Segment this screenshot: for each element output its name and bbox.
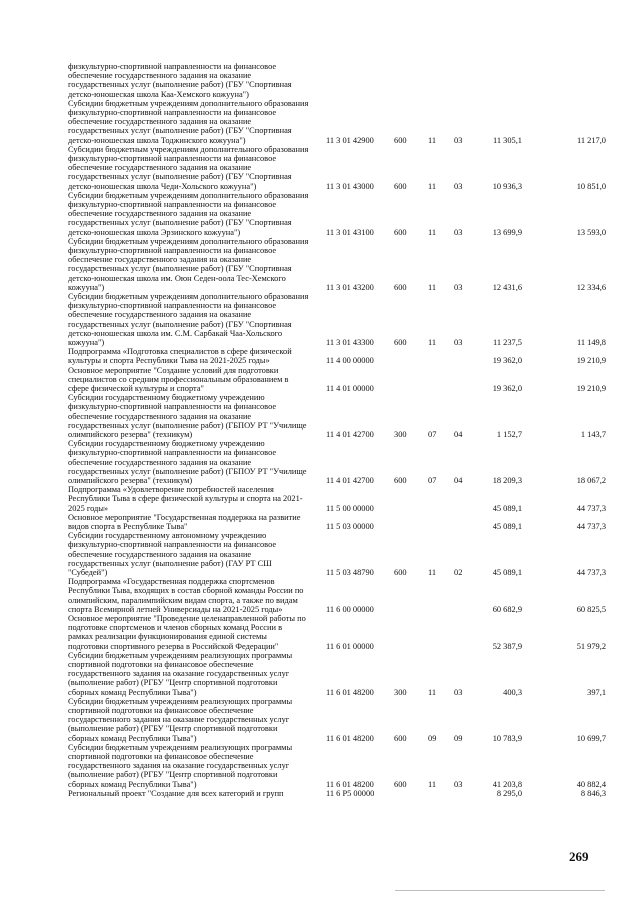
description-line: обеспечение государственного задания на оказание [68, 209, 252, 219]
description-line: (выполнение работ) (РГБУ "Центр спортивной подготовки [68, 770, 278, 780]
cell-pr: 03 [454, 282, 463, 292]
description-line: сфере физической культуры и спорта" [68, 383, 204, 393]
budget-table [0, 62, 639, 798]
description-line: государственных услуг (выполнение работ) (ГБУ "Спортивная [68, 264, 292, 274]
cell-v1: 10 936,3 [492, 181, 522, 191]
cell-rz: 11 [428, 337, 437, 347]
description-line: обеспечение государственного задания на оказание [68, 163, 252, 173]
cell-code: 11 6 P5 00000 [326, 788, 375, 798]
description-line: обеспечение государственного задания на оказание [68, 411, 252, 421]
table-row [0, 651, 639, 697]
cell-vr: 300 [394, 429, 407, 439]
cell-v1: 11 237,5 [492, 337, 522, 347]
table-row [0, 191, 639, 237]
cell-code: 11 6 01 48200 [326, 779, 374, 789]
description-line: Субсидии государственному автономному учреждению [68, 531, 267, 541]
cell-code: 11 4 01 00000 [326, 383, 374, 393]
cell-code: 11 3 01 43300 [326, 337, 374, 347]
cell-code: 11 4 00 00000 [326, 356, 374, 366]
table-row [0, 237, 639, 292]
cell-vr: 600 [394, 475, 407, 485]
cell-v1: 41 203,8 [492, 779, 522, 789]
table-row [0, 145, 639, 191]
row-description [68, 145, 320, 191]
description-line: специалистов со средним профессиональным образованием в [68, 374, 289, 384]
cell-vr: 600 [394, 135, 407, 145]
description-line: Субсидии бюджетным учреждениям дополнительного образования [68, 144, 309, 154]
description-line: спортивной подготовки на финансовое обеспечение [68, 751, 254, 761]
description-line: сборных команд Республики Тыва") [68, 733, 197, 743]
table-row [0, 485, 639, 513]
cell-vr: 600 [394, 181, 407, 191]
row-description [68, 743, 320, 789]
cell-code: 11 6 00 00000 [326, 604, 374, 614]
cell-code: 11 3 01 43100 [326, 227, 374, 237]
description-line: государственных услуг (выполнение работ) (ГБПОУ РТ "Училище [68, 420, 307, 430]
description-line: государственного задания на оказание государственных услуг [68, 761, 290, 771]
table-row [0, 513, 639, 531]
description-line: физкультурно-спортивной направленности на финансовое [68, 200, 277, 209]
description-line: физкультурно-спортивной направленности на финансовое [68, 540, 277, 550]
description-line: (выполнение работ) (РГБУ "Центр спортивной подготовки [68, 678, 278, 688]
cell-code: 11 3 01 42900 [326, 135, 374, 145]
description-line: государственного задания на оказание государственных услуг [68, 715, 290, 725]
table-row [0, 439, 639, 485]
table-row [0, 697, 639, 743]
cell-code: 11 6 01 00000 [326, 641, 374, 651]
cell-rz: 11 [428, 282, 437, 292]
row-description [68, 577, 320, 614]
description-line: подготовки спортивного резерва в Российской Федерации" [68, 641, 279, 651]
cell-vr: 600 [394, 779, 407, 789]
cell-v2: 19 210,9 [576, 383, 606, 393]
description-line: обеспечение государственного задания на оказание [68, 310, 252, 320]
row-description [68, 366, 320, 394]
cell-rz: 11 [428, 687, 437, 697]
cell-v2: 51 979,2 [576, 641, 606, 651]
cell-rz: 09 [428, 733, 437, 743]
cell-v2: 10 699,7 [576, 733, 606, 743]
footer-rule [395, 890, 605, 891]
cell-pr: 03 [454, 181, 463, 191]
cell-code: 11 3 01 43000 [326, 181, 374, 191]
cell-pr: 03 [454, 135, 463, 145]
cell-v2: 60 825,5 [576, 604, 606, 614]
cell-v2: 397,1 [587, 687, 606, 697]
cell-v2: 44 737,3 [576, 503, 606, 513]
description-line: государственных услуг (выполнение работ) (ГБУ "Спортивная [68, 80, 292, 90]
cell-v1: 11 305,1 [492, 135, 522, 145]
cell-v1: 18 209,3 [492, 475, 522, 485]
description-line: физкультурно-спортивной направленности на финансовое [68, 154, 277, 163]
description-line: детско-юношеская школа Чеди-Хольского кожууна") [68, 181, 257, 191]
cell-v1: 13 699,9 [492, 227, 522, 237]
description-line: кожууна") [68, 282, 105, 292]
row-description [68, 651, 320, 697]
description-line: физкультурно-спортивной направленности на финансовое [68, 246, 277, 255]
cell-code: 11 6 01 48200 [326, 687, 374, 697]
description-line: спортивной подготовки на финансовое обеспечение [68, 659, 254, 669]
table-row [0, 577, 639, 614]
description-line: олимпийского резерва" (техникум) [68, 475, 193, 485]
cell-v1: 45 089,1 [492, 521, 522, 531]
description-line: Подпрограмма «Удовлетворение потребностей населения [68, 485, 274, 495]
cell-v2: 40 882,4 [576, 779, 606, 789]
description-line: рамках реализации функционирования единой системы [68, 632, 267, 642]
description-line: Подпрограмма «Подготовка специалистов в сфере физической [68, 347, 292, 357]
cell-v1: 12 431,6 [492, 282, 522, 292]
description-line: физкультурно-спортивной направленности на финансовое [68, 301, 277, 311]
description-line: обеспечение государственного задания на оказание [68, 117, 252, 127]
row-description [68, 439, 320, 485]
cell-v1: 400,3 [503, 687, 522, 697]
cell-vr: 300 [394, 687, 407, 697]
description-line: видов спорта в Республике Тыва" [68, 521, 188, 531]
table-row [0, 292, 639, 347]
description-line: кожууна") [68, 338, 105, 347]
description-line: Субсидии бюджетным учреждениям дополнительного образования [68, 236, 309, 246]
row-description [68, 789, 320, 798]
description-line: Республики Тыва, входящих в состав сборной команды России по [68, 586, 304, 596]
description-line: государственных услуг (выполнение работ) (ГБУ "Спортивная [68, 172, 292, 182]
description-line: государственных услуг (выполнение работ) (ГБУ "Спортивная [68, 218, 292, 228]
cell-pr: 03 [454, 227, 463, 237]
table-row [0, 347, 639, 365]
description-line: детско-юношеская школа Эрзинского кожууна") [68, 227, 241, 237]
cell-pr: 04 [454, 429, 463, 439]
table-row [0, 789, 639, 798]
cell-v1: 1 152,7 [496, 429, 522, 439]
cell-v1: 45 089,1 [492, 567, 522, 577]
description-line: спорта Всемирной летней Универсиады на 2021-2025 годы» [68, 604, 283, 614]
description-line: государственных услуг (выполнение работ) (ГБУ "Спортивная [68, 319, 292, 329]
row-description [68, 614, 320, 651]
cell-v1: 19 362,0 [492, 356, 522, 366]
cell-pr: 04 [454, 475, 463, 485]
cell-rz: 07 [428, 429, 437, 439]
cell-code: 11 5 03 48790 [326, 567, 374, 577]
cell-v2: 10 851,0 [576, 181, 606, 191]
cell-pr: 03 [454, 337, 463, 347]
cell-code: 11 5 00 00000 [326, 503, 374, 513]
cell-v2: 19 210,9 [576, 356, 606, 366]
cell-vr: 600 [394, 337, 407, 347]
description-line: детско-юношеская школа Каа-Хемского кожууна") [68, 89, 249, 99]
row-description [68, 347, 320, 365]
description-line: Субсидии государственному бюджетному учреждению [68, 439, 265, 449]
cell-v1: 10 783,9 [492, 733, 522, 743]
cell-v2: 12 334,6 [576, 282, 606, 292]
cell-v2: 11 217,0 [576, 135, 606, 145]
cell-code: 11 4 01 42700 [326, 475, 374, 485]
description-line: Субсидии бюджетным учреждениям реализующих программы [68, 650, 293, 660]
table-row [0, 62, 639, 99]
row-description [68, 62, 320, 99]
description-line: Региональный проект "Создание для всех категорий и групп [68, 788, 284, 798]
cell-code: 11 5 03 00000 [326, 521, 374, 531]
table-row [0, 366, 639, 394]
cell-v1: 19 362,0 [492, 383, 522, 393]
table-row [0, 393, 639, 439]
row-description [68, 393, 320, 439]
cell-v2: 18 067,2 [576, 475, 606, 485]
table-row [0, 743, 639, 789]
cell-rz: 11 [428, 135, 437, 145]
cell-pr: 03 [454, 779, 463, 789]
cell-rz: 11 [428, 567, 437, 577]
description-line: Основное мероприятие "Проведение целенаправленной работы по [68, 613, 306, 623]
cell-pr: 02 [454, 567, 463, 577]
description-line: государственных услуг (выполнение работ) (ГБУ "Спортивная [68, 126, 292, 136]
page-number: 269 [569, 849, 589, 864]
description-line: государственного задания на оказание государственных услуг [68, 669, 290, 679]
table-row [0, 531, 639, 577]
cell-rz: 11 [428, 227, 437, 237]
description-line: культуры и спорта Республики Тыва на 2021-2025 годы» [68, 356, 270, 366]
description-line: "Субедей") [68, 567, 108, 577]
description-line: физкультурно-спортивной направленности на финансовое [68, 448, 277, 458]
cell-v1: 60 682,9 [492, 604, 522, 614]
cell-code: 11 6 01 48200 [326, 733, 374, 743]
cell-v2: 44 737,3 [576, 521, 606, 531]
row-description [68, 531, 320, 577]
description-line: сборных команд Республики Тыва") [68, 779, 197, 789]
description-line: физкультурно-спортивной направленности на финансовое [68, 402, 277, 412]
row-description [68, 697, 320, 743]
cell-vr: 600 [394, 227, 407, 237]
cell-v1: 45 089,1 [492, 503, 522, 513]
description-line: обеспечение государственного задания на оказание [68, 549, 252, 559]
cell-v2: 11 149,8 [576, 337, 606, 347]
description-line: обеспечение государственного задания на оказание [68, 457, 252, 467]
description-line: Основное мероприятие "Создание условий для подготовки [68, 365, 279, 375]
cell-code: 11 3 01 43200 [326, 282, 374, 292]
row-description [68, 485, 320, 513]
cell-vr: 600 [394, 567, 407, 577]
description-line: обеспечение государственного задания на оказание [68, 71, 252, 81]
description-line: спортивной подготовки на финансовое обеспечение [68, 705, 254, 715]
description-line: Субсидии бюджетным учреждениям реализующих программы [68, 742, 293, 752]
cell-v2: 1 143,7 [580, 429, 606, 439]
cell-v1: 8 295,0 [496, 788, 522, 798]
row-description [68, 513, 320, 531]
row-description [68, 292, 320, 347]
description-line: государственных услуг (выполнение работ) (ГАУ РТ СШ [68, 558, 272, 568]
description-line: Субсидии государственному бюджетному учреждению [68, 393, 265, 403]
description-line: государственных услуг (выполнение работ) (ГБПОУ РТ "Училище [68, 466, 307, 476]
row-description [68, 237, 320, 292]
description-line: Субсидии бюджетным учреждениям дополнительного образования [68, 98, 309, 108]
description-line: физкультурно-спортивной направленности на финансовое [68, 62, 277, 71]
cell-code: 11 4 01 42700 [326, 429, 374, 439]
cell-v2: 13 593,0 [576, 227, 606, 237]
description-line: (выполнение работ) (РГБУ "Центр спортивной подготовки [68, 724, 278, 734]
description-line: обеспечение государственного задания на оказание [68, 255, 252, 265]
row-description [68, 99, 320, 145]
description-line: Субсидии бюджетным учреждениям дополнительного образования [68, 190, 309, 200]
description-line: Республики Тыва в сфере физической культуры и спорта на 2021- [68, 494, 303, 504]
description-line: детско-юношеская школа им. Оюн Седен-оола Тес-Хемского [68, 273, 286, 283]
description-line: физкультурно-спортивной направленности на финансовое [68, 108, 277, 117]
description-line: Основное мероприятие "Государственная поддержка на развитие [68, 512, 301, 522]
table-row [0, 614, 639, 651]
cell-v1: 52 387,9 [492, 641, 522, 651]
cell-pr: 03 [454, 687, 463, 697]
cell-rz: 11 [428, 181, 437, 191]
description-line: детско-юношеская школа им. С.М. Сарбакай Чаа-Хольского [68, 328, 283, 338]
description-line: Подпрограмма «Государственная поддержка спортсменов [68, 577, 275, 587]
description-line: олимпийского резерва" (техникум) [68, 429, 193, 439]
description-line: Субсидии бюджетным учреждениям дополнительного образования [68, 291, 309, 301]
cell-v2: 44 737,3 [576, 567, 606, 577]
description-line: олимпийским, паралимпийским видам спорта, а также по видам [68, 595, 298, 605]
cell-vr: 600 [394, 733, 407, 743]
cell-rz: 07 [428, 475, 437, 485]
cell-vr: 600 [394, 282, 407, 292]
cell-pr: 09 [454, 733, 463, 743]
description-line: сборных команд Республики Тыва") [68, 687, 197, 697]
cell-v2: 8 846,3 [580, 788, 606, 798]
description-line: подготовке спортсменов и членов сборных команд России в [68, 623, 283, 633]
description-line: 2025 годы» [68, 503, 109, 513]
description-line: детско-юношеская школа Тоджинского кожууна") [68, 135, 246, 145]
description-line: Субсидии бюджетным учреждениям реализующих программы [68, 696, 293, 706]
table-row [0, 99, 639, 145]
row-description [68, 191, 320, 237]
cell-rz: 11 [428, 779, 437, 789]
